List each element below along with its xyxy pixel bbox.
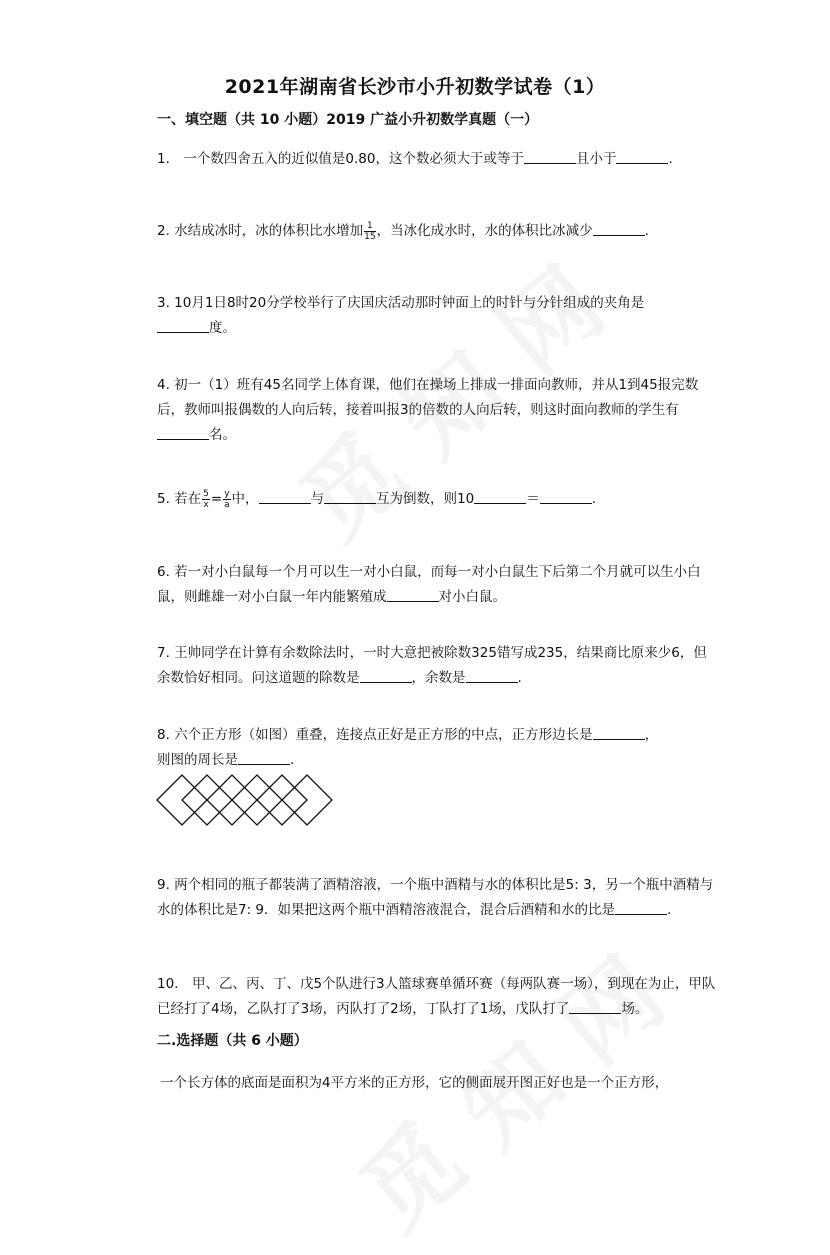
section-heading-fill-in: 一、填空题（共 10 小题）2019 广益小升初数学真题（一） <box>157 112 539 128</box>
question-2: 2. 水结成冰时，冰的体积比水增加 $\frac{1}{15}$ ，当冰化成水时，水的体积比冰减少 . <box>157 220 649 242</box>
question-4: 4. 初一（1）班有45名同学上体育课，他们在操场上排成一排面向教师，并从1到45报完数后，教师叫报偶数的人向后转，接着叫报3的倍数的人向后转，则这时面向教师的学生有名。 <box>157 377 699 443</box>
answer-blank <box>259 489 311 504</box>
question-8: 8. 六个正方形（如图）重叠，连接点正好是正方形的中点，正方形边长是 ， 则图的周长是 . <box>157 727 659 768</box>
answer-blank <box>157 425 209 440</box>
question-5: 5. 若在 $\frac{5}{x}$ = $\frac{y}{a}$ 中， 与 互为倒数，则10 ＝ . <box>157 488 597 510</box>
answer-blank <box>569 999 621 1014</box>
section-heading-choice: 二.选择题（共 6 小题） <box>157 1033 308 1049</box>
answer-blank <box>593 221 645 236</box>
question-1: 1. 一个数四舍五入的近似值是0.80，这个数必须大于或等于 且小于 . <box>157 151 673 167</box>
answer-blank <box>157 318 209 333</box>
answer-blank <box>238 750 290 765</box>
answer-blank <box>616 149 668 164</box>
overlapping-squares-figure <box>155 773 365 827</box>
answer-blank <box>524 149 576 164</box>
question-6: 6. 若一对小白鼠每一个月可以生一对小白鼠，而每一对小白鼠生下后第二个月就可以生小白鼠，则雌雄一对小白鼠一年内能繁殖成 对小白鼠。 <box>157 564 701 605</box>
question-11: 一个长方体的底面是面积为4平方米的正方形，它的侧面展开图正好也是一个正方形， <box>160 1075 669 1091</box>
answer-blank <box>387 587 439 602</box>
fraction: $\frac{5}{x}$ <box>203 488 209 510</box>
question-3: 3. 10月1日8时20分学校举行了庆国庆活动那时钟面上的时针与分针组成的夹角是 度。 <box>157 295 645 336</box>
page-title: 2021年湖南省长沙市小升初数学试卷（1） <box>224 76 606 98</box>
answer-blank <box>474 489 526 504</box>
answer-blank <box>466 668 518 683</box>
answer-blank <box>360 668 412 683</box>
question-7: 7. 王帅同学在计算有余数除法时，一时大意把被除数325错写成235，结果商比原来少6，但余数恰好相同。问这道题的除数是 ，余数是 . <box>157 645 707 686</box>
answer-blank <box>615 900 667 915</box>
fraction: $\frac{y}{a}$ <box>224 488 230 510</box>
answer-blank <box>593 725 645 740</box>
answer-blank <box>324 489 376 504</box>
fraction: $\frac{1}{15}$ <box>364 220 376 242</box>
question-10: 10. 甲、乙、丙、丁、戊5个队进行3人篮球赛单循环赛（每两队赛一场），到现在为止，甲队已经打了4场，乙队打了3场，丙队打了2场，丁队打了1场，戊队打了 场。 <box>157 976 716 1017</box>
question-9: 9. 两个相同的瓶子都装满了酒精溶液，一个瓶中酒精与水的体积比是5: 3，另一个瓶中酒精与水的体积比是7: 9．如果把这两个瓶中酒精溶液混合，混合后酒精和水的比是 . <box>157 877 714 918</box>
answer-blank <box>540 489 592 504</box>
